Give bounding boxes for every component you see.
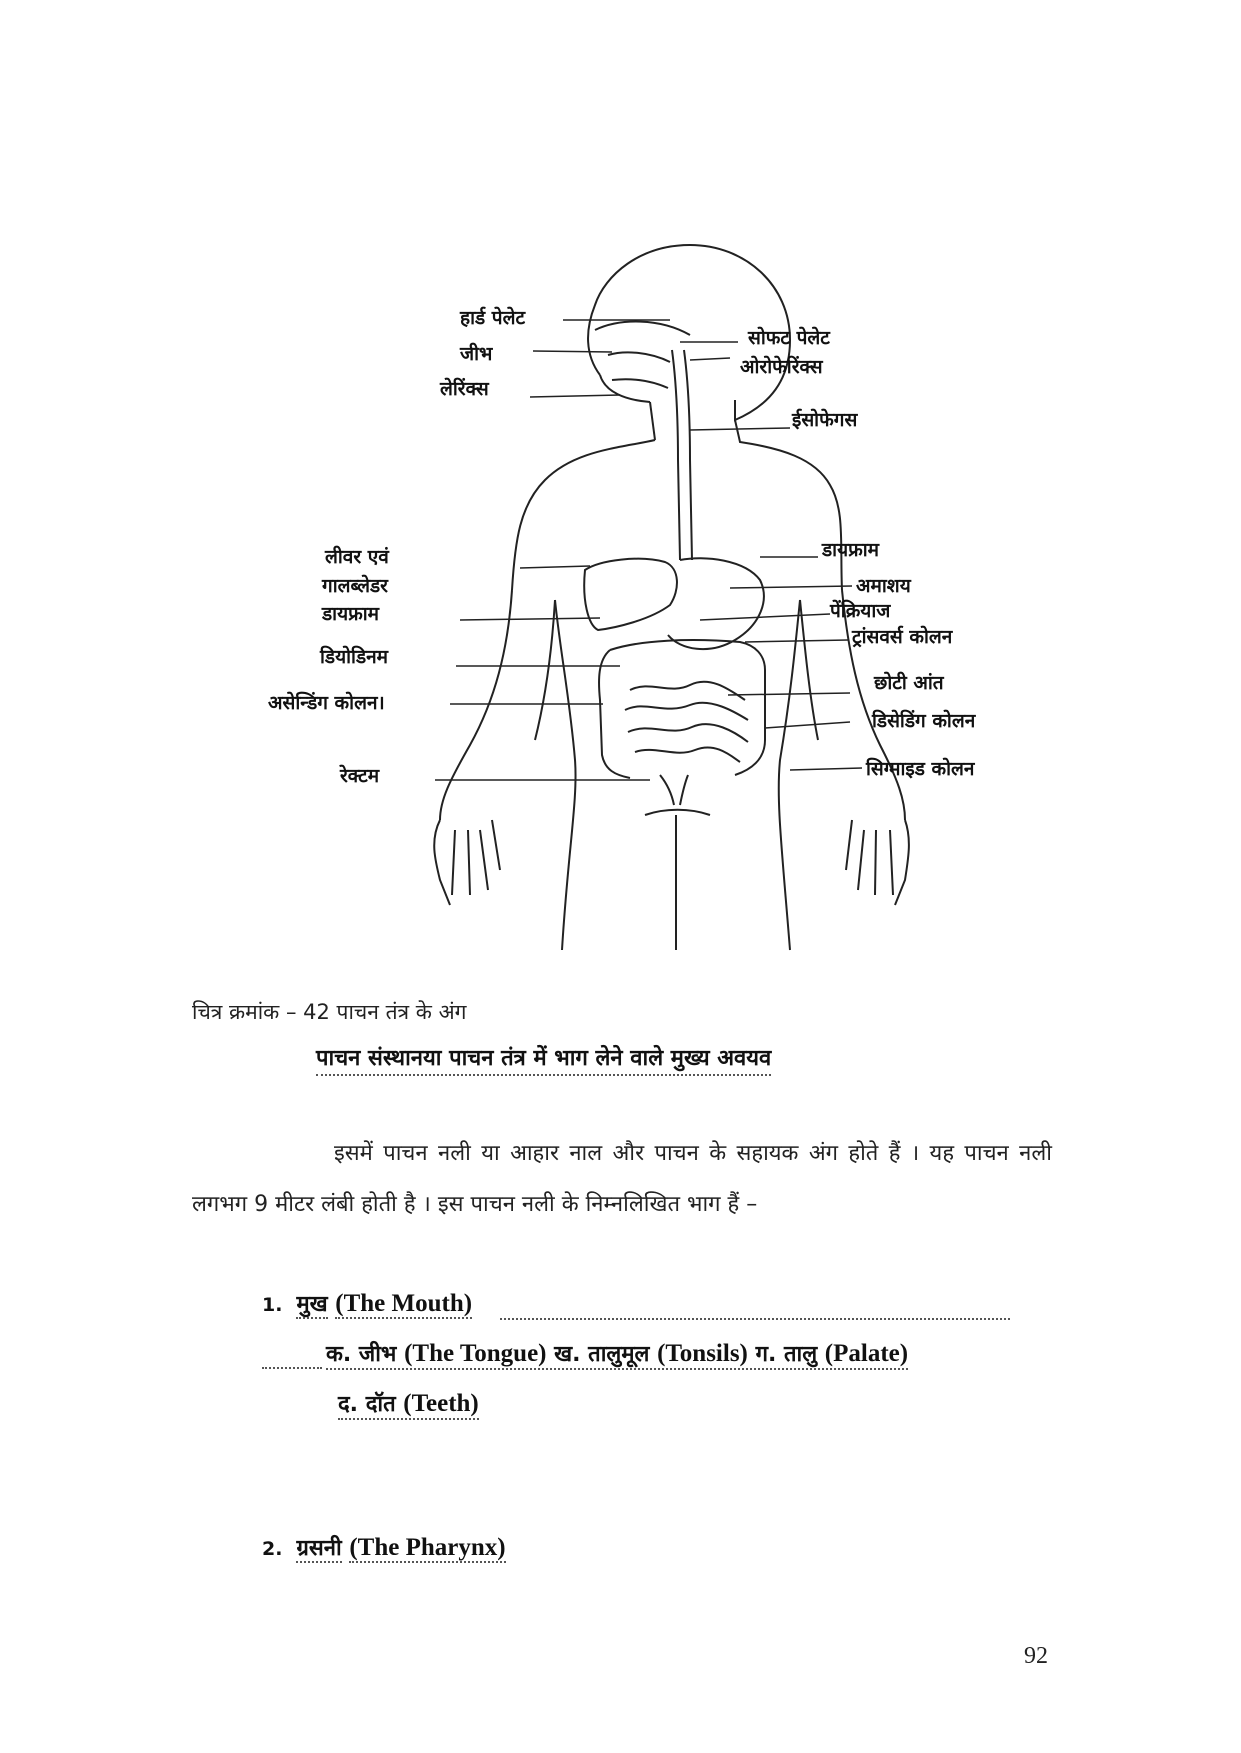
page-number: 92 [1024, 1643, 1048, 1669]
list-item-subparts [326, 1338, 908, 1370]
label-small-intestine: छोटी आंत [874, 672, 944, 694]
label-sigmoid-colon: सिग्माइड कोलन [866, 758, 975, 780]
label-tongue: जीभ [460, 343, 493, 365]
item-pharynx-hindi: ग्रसनी [296, 1536, 342, 1561]
label-descending-colon: डिसेडिंग कोलन [872, 710, 976, 732]
label-transverse-colon: ट्रांसवर्स कोलन [852, 626, 953, 648]
label-hard-palate: हार्ड पेलेट [460, 307, 526, 329]
body-paragraph: इसमें पाचन नली या आहार नाल और पाचन के सहायक अंग होते हैं । यह पाचन नली लगभग 9 मीटर लंबी होती है । इस पाचन नली के निम्नलिखित भाग हैं – [192, 1141, 1052, 1217]
label-diaphragm-left: डायफ्राम [322, 603, 380, 625]
list-item-pharynx [262, 1532, 506, 1562]
item-palate-english: (Palate) [824, 1340, 909, 1367]
item-mouth-english: (The Mouth) [335, 1290, 473, 1317]
label-ascending-colon: असेन्डिंग कोलन। [268, 692, 385, 714]
label-stomach: अमाशय [856, 575, 911, 597]
figure-labels [268, 306, 977, 787]
label-duodenum: डियोडिनम [320, 646, 389, 668]
list-item-teeth [338, 1388, 479, 1420]
digestive-system-diagram [240, 230, 1060, 970]
item-mouth-hindi: मुख [296, 1292, 328, 1317]
item-teeth-english: (Teeth) [403, 1390, 479, 1417]
dotted-rule [262, 1367, 322, 1369]
section-heading: पाचन संस्थानया पाचन तंत्र में भाग लेने वाले मुख्य अवयव [316, 1042, 771, 1076]
dotted-rule [500, 1318, 1010, 1320]
label-liver-line1: लीवर एवं [325, 546, 389, 568]
item-tonsils-hindi: ख. तालुमूल [554, 1342, 650, 1367]
item-number: 1. [262, 1294, 283, 1316]
figure-caption: चित्र क्रमांक – 42 पाचन तंत्र के अंग [192, 1000, 467, 1024]
item-teeth-hindi: द. दॉत [338, 1392, 396, 1417]
leader-lines [435, 320, 862, 780]
label-diaphragm-right: डायफ्राम [822, 539, 880, 561]
label-soft-palate: सोफट पेलेट [748, 327, 830, 349]
label-liver-line2: गालब्लेडर [322, 575, 388, 597]
label-oropharynx: ओरोफेरिंक्स [740, 356, 823, 378]
item-pharynx-english: (The Pharynx) [349, 1534, 506, 1561]
item-number: 2. [262, 1538, 283, 1560]
item-tonsils-english: (Tonsils) [657, 1340, 748, 1367]
label-larynx: लेरिंक्स [440, 378, 489, 400]
label-rectum: रेक्टम [340, 765, 380, 787]
list-item-mouth [262, 1288, 472, 1318]
item-tongue-hindi: क. जीभ [326, 1342, 397, 1367]
item-tongue-english: (The Tongue) [404, 1340, 547, 1367]
label-oesophagus: ईसोफेगस [792, 409, 858, 431]
label-pancreas: पेंक्रियाज [830, 600, 891, 622]
item-palate-hindi: ग. तालु [755, 1342, 818, 1367]
